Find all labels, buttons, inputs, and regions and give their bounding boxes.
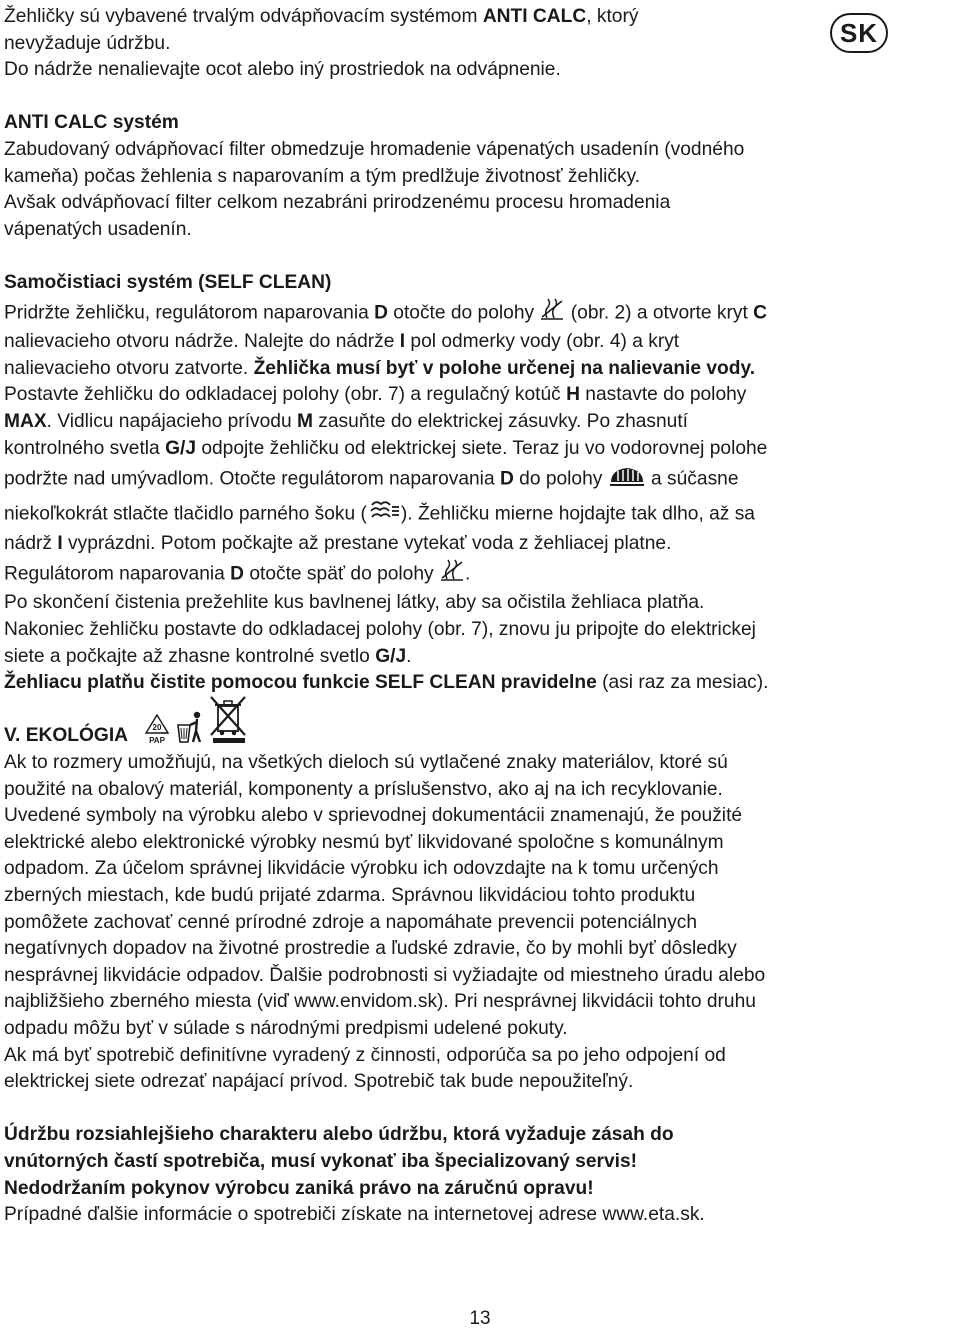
ecology-line: Ak má byť spotrebič definitívne vyradený z činnosti, odporúča sa po jeho odpojení od: [4, 1044, 726, 1066]
intro-line: Do nádrže nenalievajte ocot alebo iný prostriedok na odvápnenie.: [4, 59, 561, 81]
anticalc-heading: ANTI CALC systém: [4, 112, 179, 134]
selfclean-line: Postavte žehličku do odkladacej polohy (obr. 7) a regulačný kotúč H nastavte do polohy: [4, 384, 747, 406]
ecology-line: Uvedené symboly na výrobku alebo v sprievodnej dokumentácii znamenajú, že použité: [4, 805, 743, 827]
recycle-pap-icon: [142, 713, 172, 750]
document-page: [4, 4, 889, 1229]
selfclean-line: nalievacieho otvoru nádrže. Nalejte do nádrže I pol odmerky vody (obr. 4) a kryt: [4, 331, 680, 353]
selfclean-line: nalievacieho otvoru zatvorte. Žehlička musí byť v polohe určenej na nalievanie vody.: [4, 357, 756, 379]
svg-text:20: 20: [152, 723, 162, 733]
selfclean-section: [4, 270, 889, 697]
ecology-heading-row: [4, 697, 889, 750]
selfclean-line: Žehliacu platňu čistite pomocou funkcie SELF CLEAN pravidelne (asi raz za mesiac).: [4, 672, 769, 694]
intro-line: nevyžaduje údržbu.: [4, 32, 171, 54]
svg-text:PAP: PAP: [149, 736, 165, 746]
language-badge: SK: [830, 13, 888, 53]
anticalc-section: [4, 110, 889, 243]
ecology-line: pomôžete zachovať cenné prírodné zdroje a napomáhate prevencii potenciálnych: [4, 911, 698, 933]
trash-person-icon: [174, 709, 206, 750]
service-line: Prípadné ďalšie informácie o spotrebiči získate na internetovej adrese www.eta.sk.: [4, 1204, 705, 1226]
anticalc-line: vápenatých usadenín.: [4, 218, 192, 240]
ecology-body: [4, 750, 889, 1096]
ecology-line: elektrické alebo elektronické výrobky nesmú byť likvidované spoločne s komunálnym: [4, 831, 724, 853]
service-line: Nedodržaním pokynov výrobcu zaniká právo na záručnú opravu!: [4, 1177, 594, 1199]
selfclean-line: podržte nad umývadlom. Otočte regulátorom naparovania D do polohy a súčasne: [4, 462, 889, 497]
service-line: Údržbu rozsiahlejšieho charakteru alebo údržbu, ktorá vyžaduje zásah do: [4, 1124, 674, 1146]
selfclean-line: siete a počkajte až zhasne kontrolné svetlo G/J.: [4, 645, 412, 667]
page-number: 13: [469, 1308, 491, 1329]
selfclean-line: MAX. Vidlicu napájacieho prívodu M zasuňte do elektrickej zásuvky. Po zhasnutí: [4, 410, 689, 432]
selfclean-line: niekoľkokrát stlačte tlačidlo parného šoku ( ). Žehličku mierne hojdajte tak dlho, až sa: [4, 497, 889, 532]
ecology-line: odpadu môžu byť v súlade s národnými predpismi udelené pokuty.: [4, 1017, 568, 1039]
selfclean-line: Po skončení čistenia prežehlite kus bavlnenej látky, aby sa očistila žehliaca platňa.: [4, 592, 705, 614]
ecology-line: zberných miestach, kde budú prijaté zdarma. Správnou likvidáciou tohto produktu: [4, 885, 696, 906]
anticalc-line: kameňa) počas žehlenia s naparovaním a tým predlžuje životnosť žehličky.: [4, 165, 641, 187]
anticalc-line: Avšak odvápňovací filter celkom nezabráni prirodzenému procesu hromadenia: [4, 192, 671, 214]
ecology-section: [4, 697, 889, 1096]
steam-max-icon: [608, 462, 646, 497]
selfclean-line: Pridržte žehličku, regulátorom naparovania D otočte do polohy (obr. 2) a otvorte kryt C: [4, 297, 889, 330]
service-section: [4, 1122, 889, 1228]
steam-off-icon: [439, 558, 465, 591]
ecology-line: elektrickej siete odrezať napájací prívod. Spotrebič tak bude nepoužiteľný.: [4, 1071, 634, 1093]
selfclean-line: kontrolného svetla G/J odpojte žehličku od elektrickej siete. Teraz ju vo vodorovnej polohe: [4, 437, 768, 459]
ecology-line: odpadom. Za účelom správnej likvidácie výrobku ich odovzdajte na k tomu určených: [4, 858, 719, 880]
steam-shot-icon: [367, 497, 401, 532]
ecology-line: nesprávnej likvidácie odpadov. Ďalšie podrobnosti si vyžiadajte od miestneho úradu alebo: [4, 964, 766, 986]
intro-line: Žehličky sú vybavené trvalým odvápňovacím systémom ANTI CALC, ktorý: [4, 6, 639, 27]
selfclean-heading: Samočistiaci systém (SELF CLEAN): [4, 271, 332, 293]
ecology-line: negatívnych dopadov na životné prostredie a ľudské zdravie, čo by mohli byť dôsledky: [4, 938, 737, 960]
selfclean-line: Regulátorom naparovania D otočte späť do polohy .: [4, 558, 889, 591]
ecology-heading: V. EKOLÓGIA: [4, 725, 129, 747]
intro-paragraph: [4, 4, 889, 84]
ecology-symbols: [142, 693, 250, 750]
crossed-bin-icon: [208, 693, 250, 750]
ecology-line: Ak to rozmery umožňujú, na všetkých dieloch sú vytlačené znaky materiálov, ktoré sú: [4, 752, 728, 774]
ecology-line: použité na obalový materiál, komponenty a príslušenstvo, ako aj na ich recyklovanie.: [4, 778, 723, 800]
steam-off-icon: [539, 297, 565, 330]
anticalc-line: Zabudovaný odvápňovací filter obmedzuje hromadenie vápenatých usadenín (vodného: [4, 138, 745, 160]
ecology-line: najbližšieho zberného miesta (viď www.envidom.sk). Pri nesprávnej likvidácii tohto druhu: [4, 991, 756, 1013]
service-line: vnútorných častí spotrebiča, musí vykonať iba špecializovaný servis!: [4, 1150, 638, 1172]
selfclean-line: nádrž I vyprázdni. Potom počkajte až prestane vytekať voda z žehliacej platne.: [4, 533, 672, 555]
selfclean-line: Nakoniec žehličku postavte do odkladacej polohy (obr. 7), znovu ju pripojte do elektrickej: [4, 619, 756, 641]
